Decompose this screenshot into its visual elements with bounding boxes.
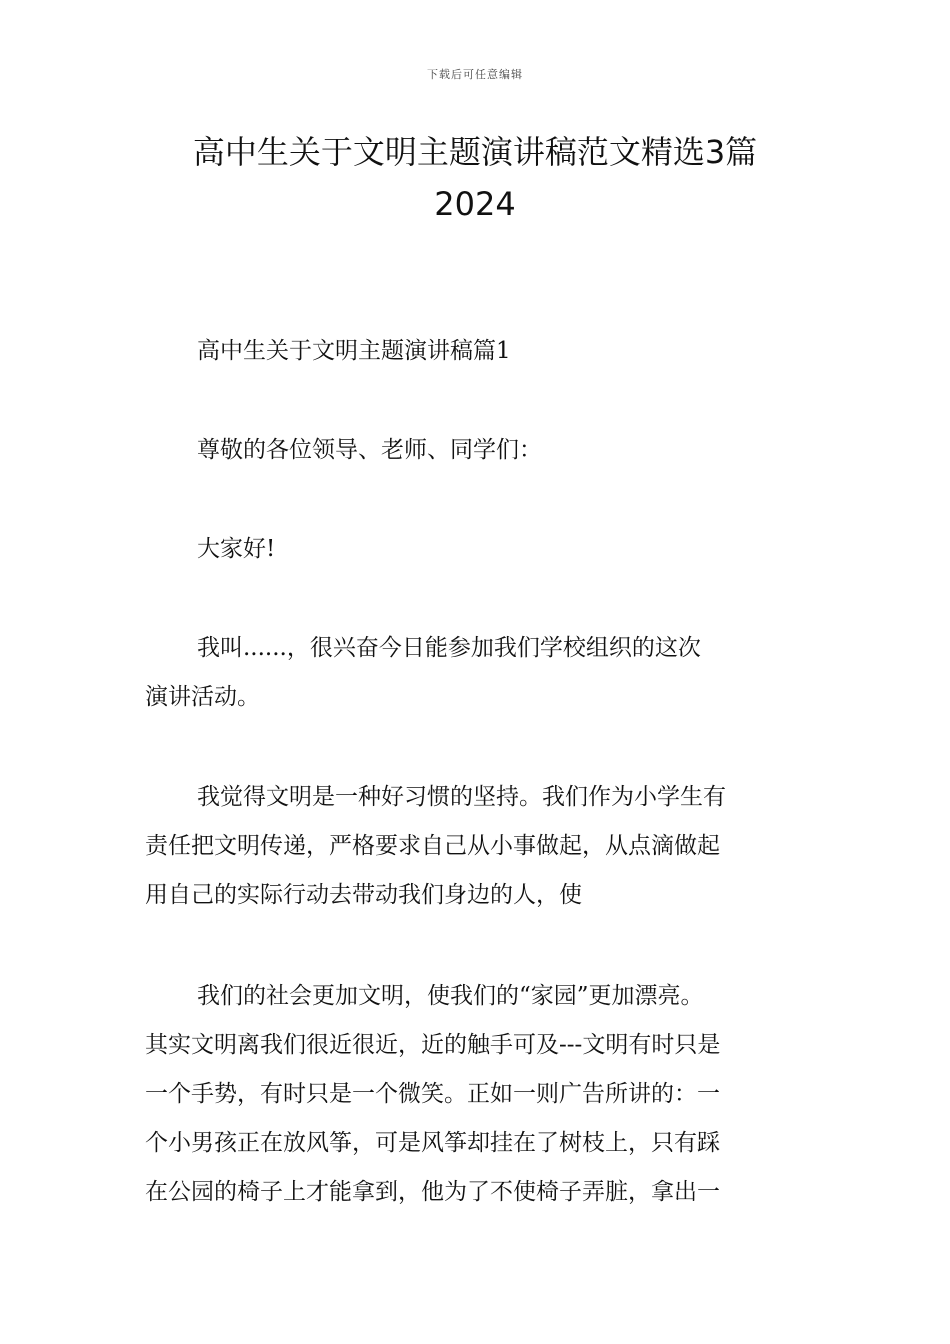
paragraph-line: 一个手势，有时只是一个微笑。正如一则广告所讲的：一 — [145, 1081, 720, 1107]
paragraph-line: 我觉得文明是一种好习惯的坚持。我们作为小学生有 — [197, 784, 726, 810]
section-heading: 高中生关于文明主题演讲稿篇1 — [197, 338, 511, 364]
paragraph-3 — [145, 972, 807, 1217]
paragraph-line: 责任把文明传递，严格要求自己从小事做起，从点滴做起 — [145, 833, 720, 859]
paragraph-1 — [145, 624, 807, 722]
greeting: 大家好! — [197, 536, 276, 562]
header-note: 下载后可任意编辑 — [427, 68, 523, 81]
title-line-2: 2024 — [434, 185, 516, 223]
paragraph-line: 我们的社会更加文明，使我们的“家园”更加漂亮。 — [197, 983, 704, 1009]
paragraph-line: 我叫......，很兴奋今日能参加我们学校组织的这次 — [197, 635, 701, 661]
document-title — [145, 126, 805, 230]
paragraph-line: 个小男孩正在放风筝，可是风筝却挂在了树枝上，只有踩 — [145, 1130, 720, 1156]
salutation: 尊敬的各位领导、老师、同学们： — [197, 437, 542, 463]
title-line-1: 高中生关于文明主题演讲稿范文精选3篇 — [192, 133, 758, 171]
paragraph-line: 在公园的椅子上才能拿到，他为了不使椅子弄脏，拿出一 — [145, 1179, 720, 1205]
paragraph-2 — [145, 773, 807, 920]
paragraph-line: 其实文明离我们很近很近，近的触手可及---文明有时只是 — [145, 1032, 721, 1058]
paragraph-line: 演讲活动。 — [145, 684, 260, 710]
paragraph-line: 用自己的实际行动去带动我们身边的人，使 — [145, 882, 582, 908]
